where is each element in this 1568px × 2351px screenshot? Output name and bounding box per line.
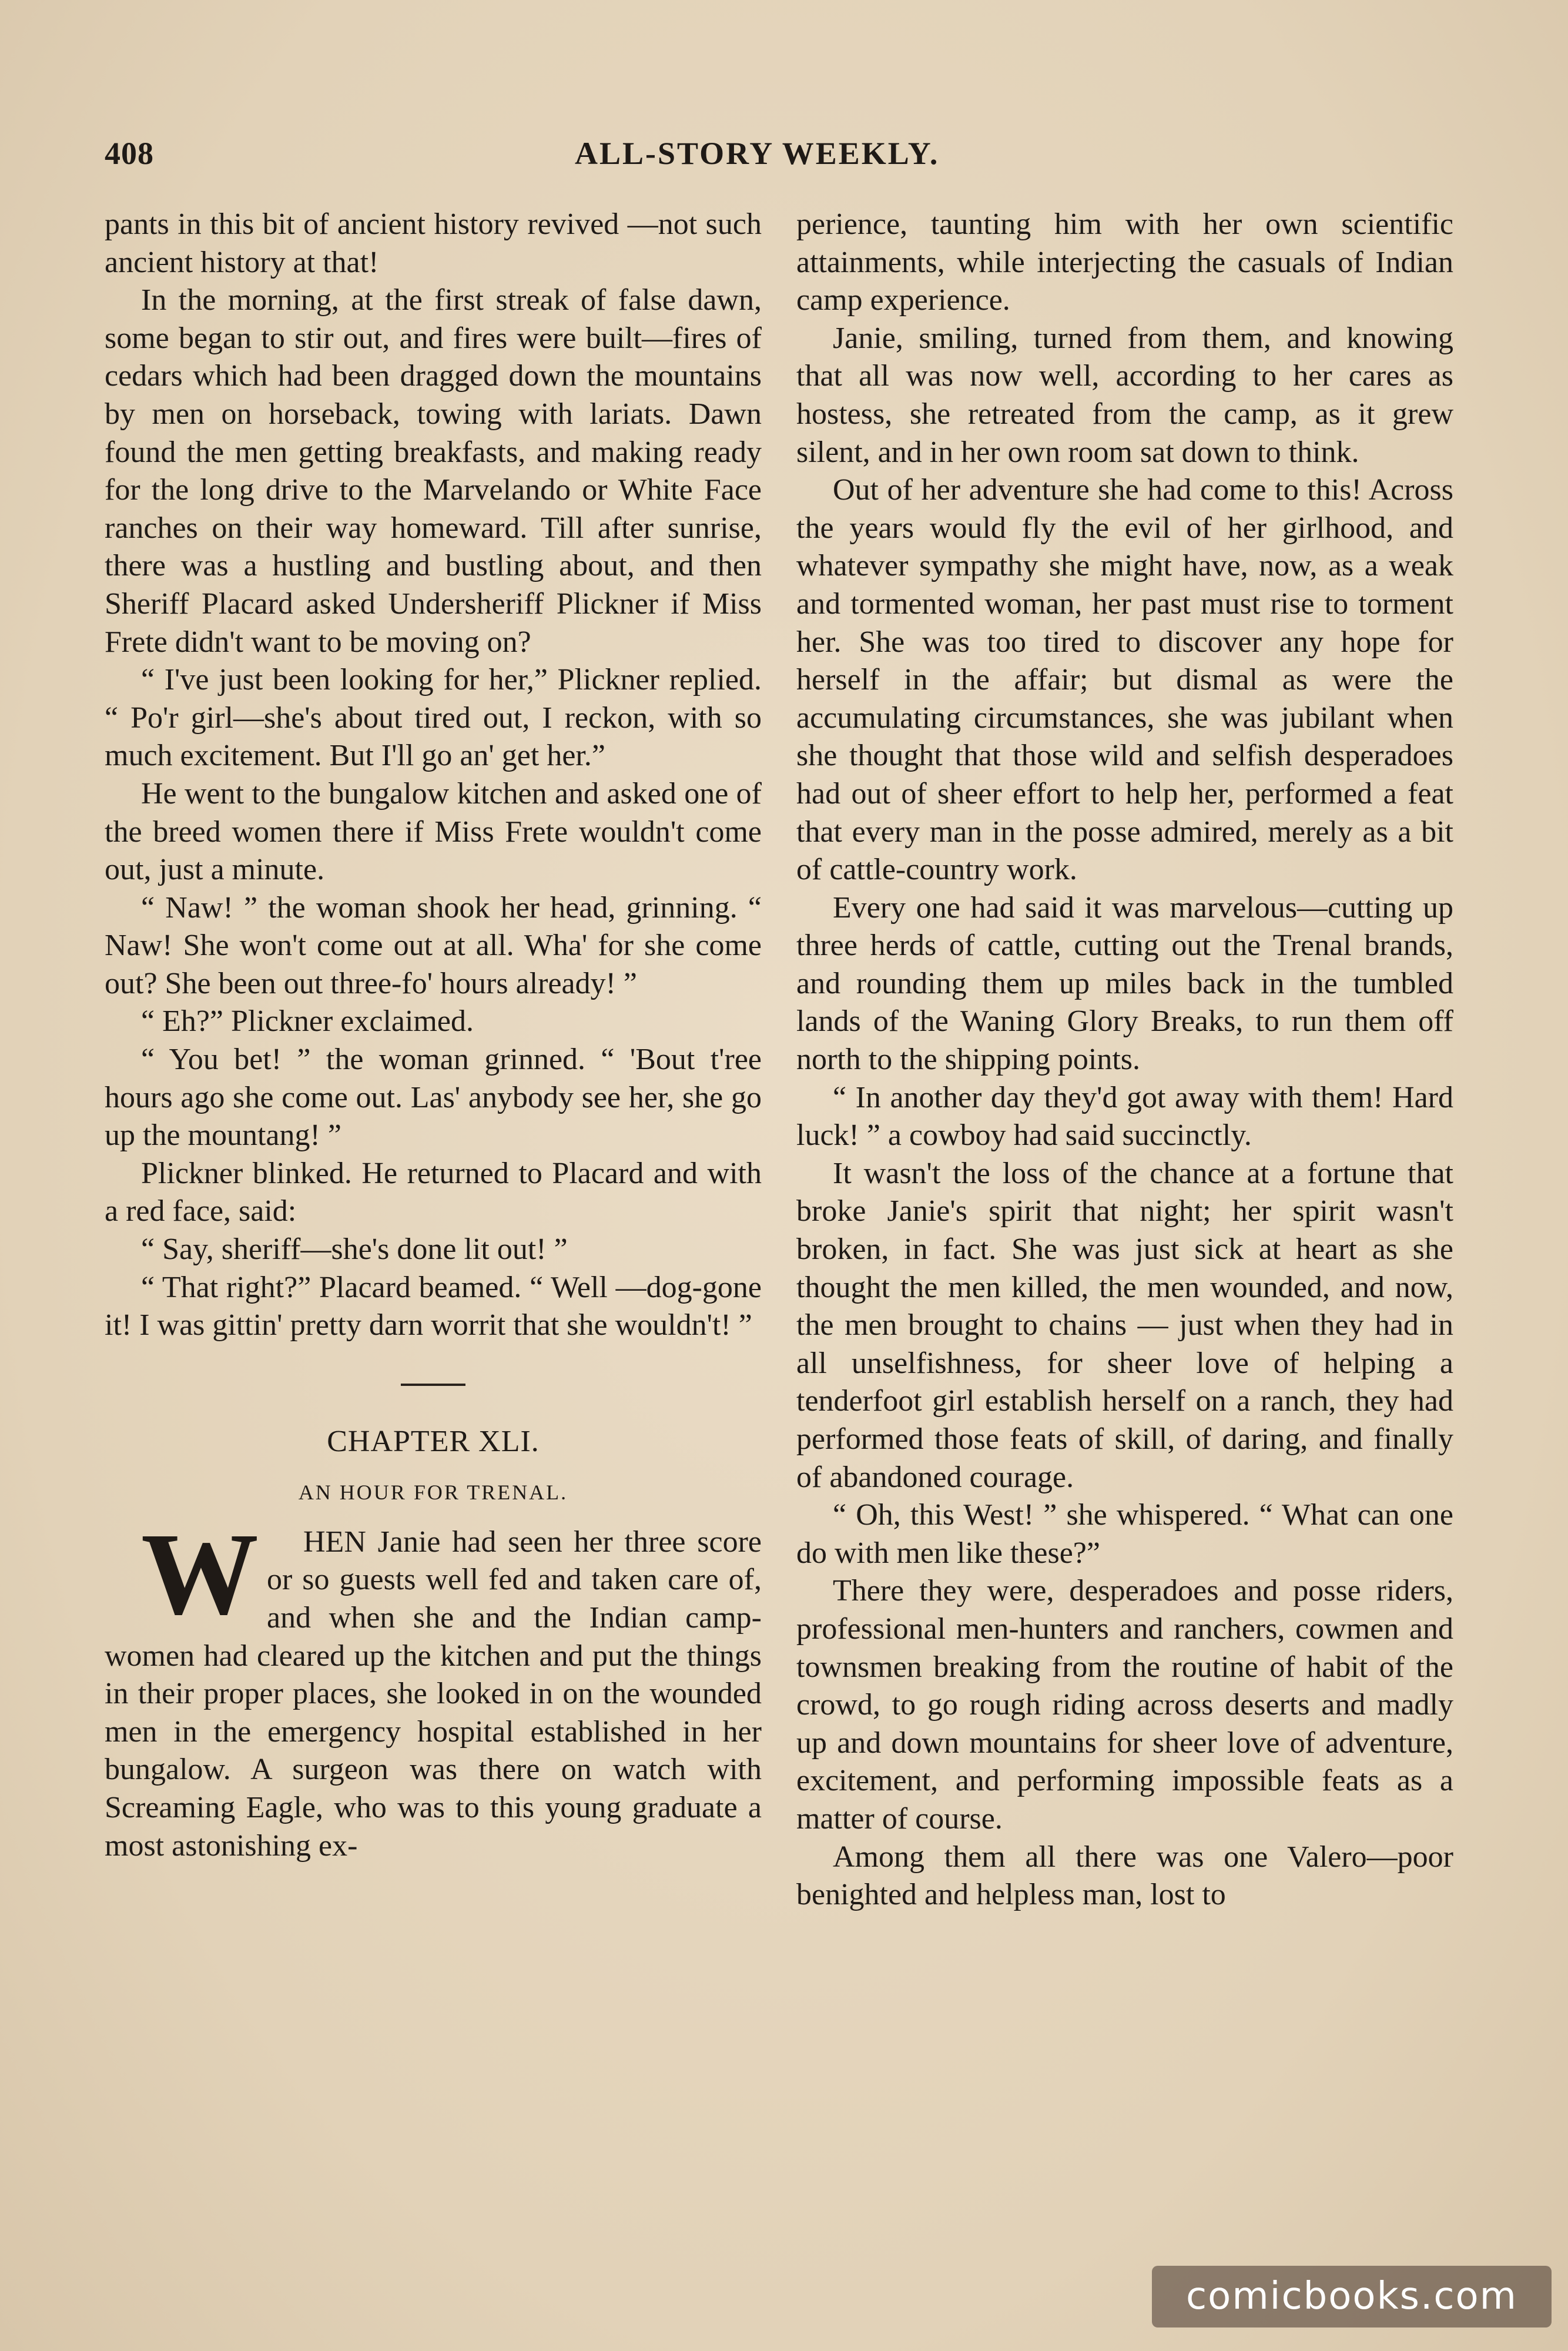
paragraph: Among them all there was one Valero—poor benighted and helpless man, lost to: [796, 1840, 1453, 1912]
paragraph: “ Naw! ” the woman shook her head, grinning. “ Naw! She won't come out at all. Wha' for she come out? She been out three-fo' hours already! ”: [105, 890, 762, 1000]
page-header: [105, 130, 980, 178]
paragraph: perience, taunting him with her own scientific attainments, while interjecting the casuals of Indian camp experience.: [796, 207, 1453, 317]
paragraph: He went to the bungalow kitchen and asked one of the breed women there if Miss Frete wouldn't come out, just a minute.: [105, 776, 762, 887]
running-head: ALL-STORY WEEKLY.: [575, 136, 940, 171]
right-column: [796, 206, 1453, 1914]
paragraph: “ That right?” Placard beamed. “ Well —dog-gone it! I was gittin' pretty darn worrit that she wouldn't! ”: [105, 1270, 762, 1342]
paragraph: “ Oh, this West! ” she whispered. “ What can one do with men like these?”: [796, 1498, 1453, 1570]
paragraph: Every one had said it was marvelous—cutting up three herds of cattle, cutting out the Trenal brands, and rounding them up miles back in the tumbled lands of the Waning Glory Breaks, to run them off north to the shipping points.: [796, 890, 1453, 1077]
paragraph: “ In another day they'd got away with them! Hard luck! ” a cowboy had said succinctly.: [796, 1080, 1453, 1153]
paragraph: “ You bet! ” the woman grinned. “ 'Bout t'ree hours ago she come out. Las' anybody see her, she go up the mountang! ”: [105, 1043, 762, 1153]
opening-paragraph: [105, 1509, 762, 1865]
paragraph: There they were, desperadoes and posse riders, professional men-hunters and ranchers, cowmen and townsmen breaking from the routine of habit of the crowd, to go rough riding across deserts and madly up and down mountains for sheer love of adventure, excitement, and performing impossible feats as a matter of course.: [796, 1574, 1453, 1836]
paragraph: pants in this bit of ancient history revived —not such ancient history at that!: [105, 207, 762, 279]
page-number: 408: [105, 136, 154, 171]
section-divider: [401, 1384, 465, 1386]
chapter-title: CHAPTER XLI.: [327, 1424, 540, 1458]
paragraph: Janie, smiling, turned from them, and knowing that all was now well, according to her cares as hostess, she retreated from the camp, as it grew silent, and in her own room sat down to think.: [796, 321, 1453, 469]
paragraph: “ Say, sheriff—she's done lit out! ”: [141, 1233, 568, 1267]
paragraph: “ Eh?” Plickner exclaimed.: [141, 1004, 474, 1039]
paragraph: Plickner blinked. He returned to Placard and with a red face, said:: [105, 1156, 762, 1228]
watermark: comicbooks.com: [1152, 2266, 1552, 2327]
chapter-subtitle: AN HOUR FOR TRENAL.: [298, 1480, 568, 1504]
paragraph: It wasn't the loss of the chance at a fortune that broke Janie's spirit that night; her spirit wasn't broken, in fact. She was just sick at heart as she thought the men killed, the men wounded, and now, the men brought to chains — just when they had in all unselfishness, for sheer love of helping a tenderfoot girl establish herself on a ranch, they had performed those feats of skill, of daring, and finally of abandoned courage.: [796, 1156, 1453, 1494]
drop-cap: W: [141, 1509, 259, 1639]
paragraph: Out of her adventure she had come to this! Across the years would fly the evil of her girlhood, and whatever sympathy she might have, now, as a weak and tormented woman, her past must rise to torment her. She was too tired to discover any hope for herself in the affair; but dismal as were the accumulating circumstances, she was jubilant when she thought that those wild and selfish desperadoes had out of sheer effort to help her, performed a feat that every man in the posse admired, merely as a bit of cattle-country work.: [796, 473, 1453, 887]
paragraph: “ I've just been looking for her,” Plickner replied. “ Po'r girl—she's about tired out, I reckon, with so much excitement. But I'll go an' get her.”: [105, 663, 762, 773]
paragraph: In the morning, at the first streak of false dawn, some began to stir out, and fires were built—fires of cedars which had been dragged down the mountains by men on horseback, towing with lariats. Dawn found the men getting breakfasts, and making ready for the long drive to the Marvelando or White Face ranches on their way homeward. Till after sunrise, there was a hustling and bustling about, and then Sheriff Placard asked Undersheriff Plickner if Miss Frete didn't want to be moving on?: [105, 283, 762, 659]
left-column: [105, 206, 762, 1865]
opening-text: HEN Janie had seen her three score or so guests well fed and taken care of, and when she and the Indian camp-women had cleared up the kitchen and put the things in their proper places, she looked in on the wounded men in the emergency hospital established in her bungalow. A surgeon was there on watch with Screaming Eagle, who was to this young graduate a most astonishing ex-: [105, 1525, 762, 1863]
